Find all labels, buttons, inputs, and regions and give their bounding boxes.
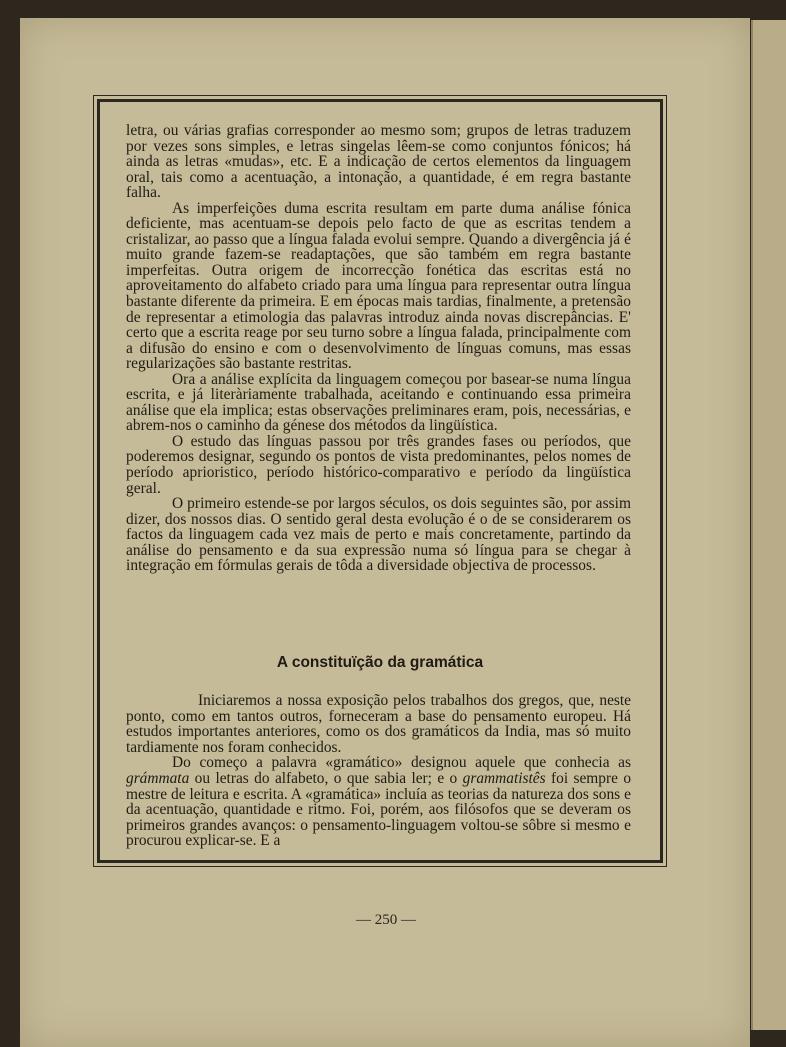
greek-term: grammatistês xyxy=(462,769,546,787)
paragraph: letra, ou várias grafias corresponder ao mesmo som; grupos de letras traduzem por vezes sons simples, e letras singelas lêem-se como conjuntos fónicos; há ainda as letras «mudas», etc. E a indicação de certos elementos da linguagem oral, tais como a acentuação, a intonação, a quantidade, é em regra bastante falha. xyxy=(126,122,631,202)
section-text xyxy=(126,693,631,849)
page-number xyxy=(0,912,786,929)
paragraph: O estudo das línguas passou por três grandes fases ou períodos, que poderemos designar, segundo os pontos de vista predominantes, pelos nomes de período aprioristico, período histórico-comparativo e período da lingüística geral. xyxy=(126,432,631,497)
section-heading: A constituïção da gramática xyxy=(276,654,484,671)
text-run: Do começo a palavra «gramático» designou aquele que conhecia as xyxy=(172,754,631,772)
paragraph: As imperfeições duma escrita resultam em parte duma análise fónica deficiente, mas acentuam-se depois pelo facto de que as escritas tendem a cristalizar, ao passo que a língua falada evolui sempre. Quando a divergência já é muito grande fazem-se readaptações, que são também em regra bastante imperfeitas. Outra origem de incorrecção fonética das escritas está no aproveitamento do alfabeto criado para uma língua para representar outra língua bastante diferente da primeira. E em épocas mais tardias, finalmente, a pretensão de representar a etimologia das palavras introduz ainda novas discrepâncias. E' certo que a escrita reage por seu turno sobre a língua falada, principalmente com a difusão do ensino e com o desenvolvimento de línguas comuns, mas essas regularizações são bastante restritas. xyxy=(126,199,631,373)
greek-term: grámmata xyxy=(126,769,190,787)
body-text xyxy=(126,123,631,574)
text-run: foi sempre o mestre de leitura e escrita. A «gramática» incluía as teorias da natureza dos sons e da acentuação, quantidade e ritmo. Foi, porém, aos filósofos que se deveram os primeiros grandes avanços: o pensamento-linguagem voltou-se sôbre si mesmo e procurou explicar-se. E a xyxy=(126,769,632,850)
paragraph: O primeiro estende-se por largos séculos, os dois seguintes são, por assim dizer, dos nossos dias. O sentido geral desta evolução é o de se considerarem os factos da linguagem cada vez mais de perto e mais concretamente, partindo da análise do pensamento e da sua expressão numa só língua para se chegar à integração em fórmulas gerais de tôda a diversidade objectiva de processos. xyxy=(126,495,631,575)
paragraph: Iniciaremos a nossa exposição pelos trabalhos dos gregos, que, neste ponto, como em tantos outros, forneceram a base do pensamento europeu. Há estudos importantes anteriores, como os dos gramáticos da India, mas só muito tardiamente nos foram conhecidos. xyxy=(126,692,631,756)
paragraph: Ora a análise explícita da linguagem começou por basear-se numa língua escrita, e já literàriamente trabalhada, aceitando e continuando essa primeira análise que ela implica; estas observações preliminares eram, pois, necessárias, e abrem-nos o caminho da génese dos métodos da lingüística. xyxy=(126,370,631,435)
page-number-text: — 250 — xyxy=(356,912,416,928)
next-page-edge xyxy=(751,20,786,1030)
text-run: ou letras do alfabeto, o que sabia ler; e o xyxy=(189,769,463,787)
paragraph xyxy=(126,755,631,849)
